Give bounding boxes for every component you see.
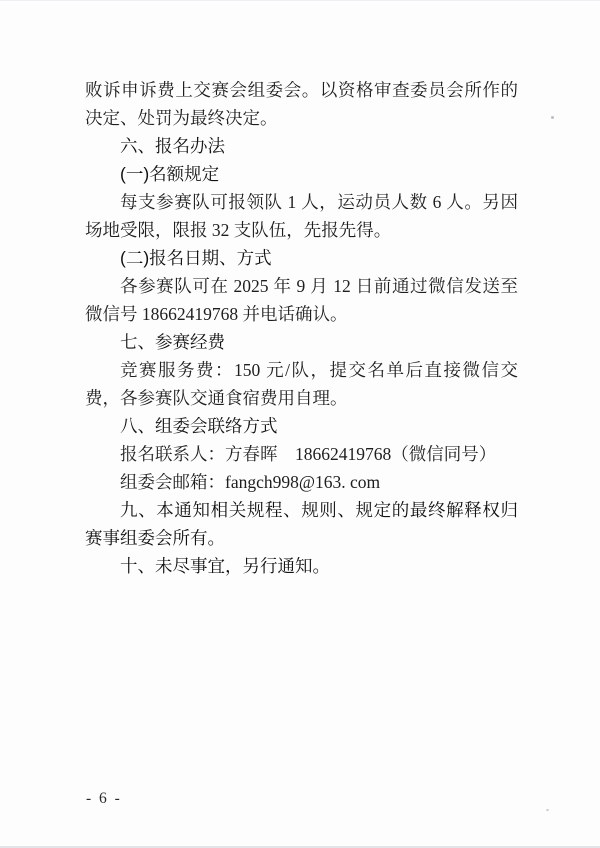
paragraph-fees: 竞赛服务费：150 元/队，提交名单后直接微信交费，各参赛队交通食宿费用自理。	[85, 360, 518, 408]
paragraph-contact-email: 组委会邮箱：fangch998@163. com	[120, 472, 381, 492]
paragraph-interpretation-rights: 九、本通知相关规程、规则、规定的最终解释权归赛事组委会所有。	[85, 500, 518, 548]
section-heading-fees: 七、参赛经费	[120, 332, 225, 352]
document-content	[85, 76, 518, 580]
paragraph-contact-person: 报名联系人：方春晖 18662419768（微信同号）	[120, 444, 497, 464]
scan-speck	[546, 809, 549, 811]
section-heading-registration-method: 六、报名办法	[120, 136, 225, 156]
section-heading-contact: 八、组委会联络方式	[120, 416, 278, 436]
scan-speck	[551, 116, 554, 119]
subsection-heading-date-method: (二)报名日期、方式	[120, 248, 272, 268]
subsection-heading-quota: (一)名额规定	[120, 164, 220, 184]
paragraph-date-method: 各参赛队可在 2025 年 9 月 12 日前通过微信发送至微信号 18662419768 并电话确认。	[85, 276, 518, 324]
paragraph-further-notice: 十、未尽事宜，另行通知。	[120, 556, 330, 576]
paragraph-continuation: 败诉申诉费上交赛会组委会。以资格审查委员会所作的决定、处罚为最终决定。	[85, 80, 518, 128]
scan-edge-top	[0, 0, 600, 1]
paragraph-quota: 每支参赛队可报领队 1 人，运动员人数 6 人。另因场地受限，限报 32 支队伍，先报先得。	[85, 192, 518, 240]
page-number: - 6 -	[86, 790, 122, 807]
